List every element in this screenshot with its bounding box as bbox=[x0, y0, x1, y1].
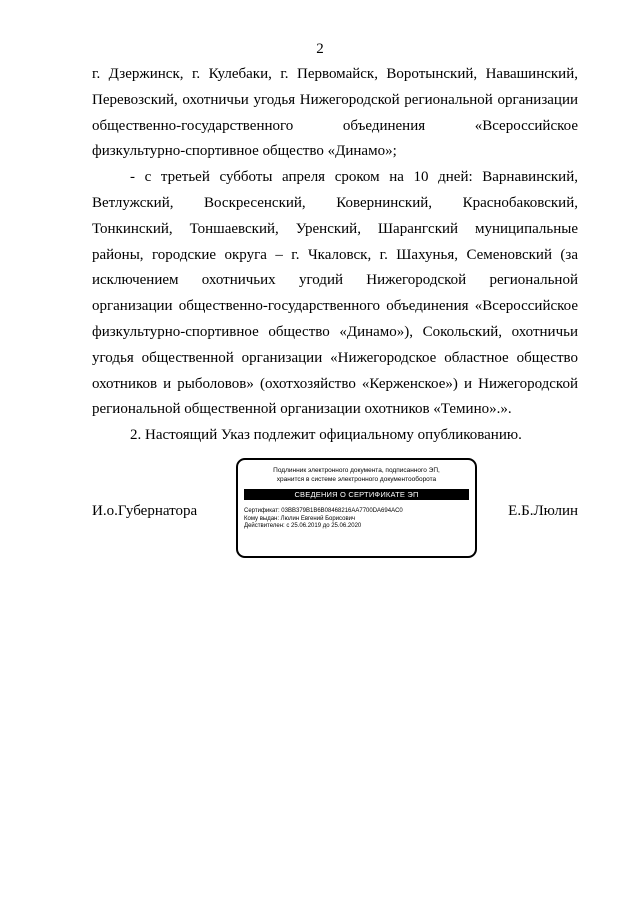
stamp-notice bbox=[238, 467, 475, 484]
stamp-notice-line: Подлинник электронного документа, подписанного ЭП, bbox=[273, 467, 440, 474]
paragraph-publication-clause: 2. Настоящий Указ подлежит официальному опубликованию. bbox=[130, 427, 522, 444]
page-number: 2 bbox=[316, 41, 324, 57]
paragraph-district-list-continued: г. Дзержинск, г. Кулебаки, г. Первомайск, Воротынский, Навашинский, Перевозский, охотничьи угодья Нижегородской региональной организации общественно-государственного объединения «Всероссийское физкультурно-спортивное общество «Динамо»; bbox=[92, 66, 578, 160]
electronic-signature-stamp bbox=[236, 458, 477, 558]
stamp-validity: Действителен: с 25.06.2019 до 25.06.2020 bbox=[244, 523, 362, 529]
stamp-certificate-number: Сертификат: 03BB379B1B6B08468216AA7700DA694AC0 bbox=[244, 508, 403, 514]
document-body bbox=[92, 62, 578, 449]
stamp-issued-to: Кому выдан: Люлин Евгений Борисович bbox=[244, 515, 356, 522]
signatory-name: Е.Б.Люлин bbox=[508, 503, 578, 519]
signatory-position: И.о.Губернатора bbox=[92, 503, 198, 519]
paragraph-third-saturday-april: - с третьей субботы апреля сроком на 10 дней: Варнавинский, Ветлужский, Воскресенский, Ковернинский, Краснобаковский, Тонкинский, Тоншаевский, Уренский, Шарангский муниципальные районы, городские округа – г. Чкаловск, г. Шахунья, Семеновский (за исключением охотничьих угодий Нижегородской региональной организации общественно-государственного объединения «Всероссийское физкультурно-спортивное общество «Динамо»), Сокольский, охотничьи угодья общественной организации «Нижегородское областное общество охотников и рыболовов» (охотхозяйство «Керженское») и Нижегородской региональной общественной организации охотников «Темино».». bbox=[92, 169, 578, 418]
stamp-notice-line: хранится в системе электронного документооборота bbox=[276, 475, 437, 483]
stamp-certificate-details bbox=[244, 508, 475, 531]
stamp-header: СВЕДЕНИЯ О СЕРТИФИКАТЕ ЭП bbox=[244, 489, 469, 500]
